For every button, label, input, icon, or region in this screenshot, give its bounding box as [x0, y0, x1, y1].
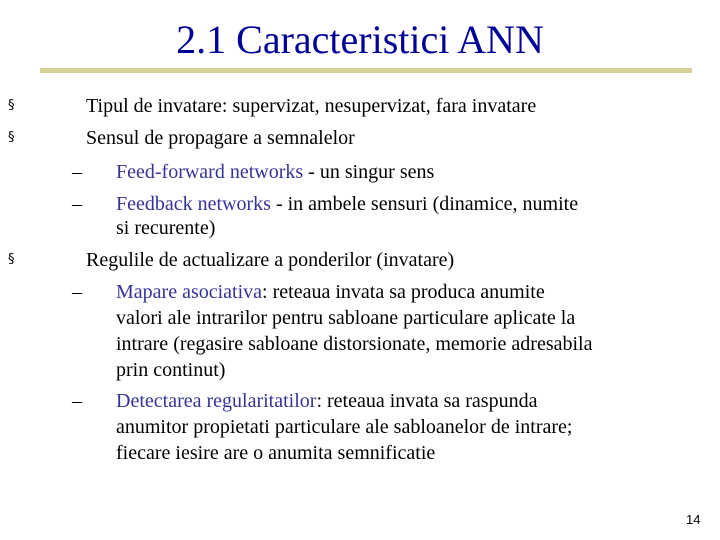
subitem-text-line: valori ale intrarilor pentru sabloane particulare aplicate la	[116, 307, 576, 329]
subitem-text-line: intrare (regasire sabloane distorsionate, memorie adresabila	[116, 333, 593, 355]
subitem-term: Feedback networks	[116, 193, 271, 215]
subitem-text-line: : reteaua invata sa produca anumite	[262, 281, 545, 303]
bullet-marker-icon: §	[8, 98, 15, 113]
subitem-term: Detectarea regularitatilor	[116, 390, 317, 412]
bullet-item-propagation	[86, 126, 355, 150]
subitem-text-line: prin continut)	[116, 359, 226, 381]
dash-marker-icon: –	[72, 281, 82, 303]
subitem-feed-forward	[116, 160, 434, 184]
subitem-text-line: : reteaua invata sa raspunda	[316, 390, 538, 412]
bullet-marker-icon: §	[8, 252, 15, 267]
dash-marker-icon: –	[72, 390, 82, 412]
bullet-item-learning-type	[86, 94, 536, 118]
bullet-item-weight-update	[86, 248, 454, 272]
bullet-lead: Regulile de actualizare a ponderilor (invatare)	[86, 249, 455, 271]
subitem-text-line: anumitor propietati particulare ale sabloanelor de intrare;	[116, 416, 573, 438]
subitem-text-line: - un singur sens	[303, 161, 435, 183]
subitem-term: Mapare asociativa	[116, 281, 263, 303]
subitem-text-line: - in ambele sensuri (dinamice, numite	[270, 193, 579, 215]
bullet-text: supervizat, nesupervizat, fara invatare	[227, 95, 537, 117]
subitem-feedback	[116, 192, 578, 216]
dash-marker-icon: –	[72, 161, 82, 183]
subitem-term: Feed-forward networks	[116, 161, 304, 183]
subitem-regularity-detection	[116, 389, 537, 413]
bullet-marker-icon: §	[8, 130, 15, 145]
subitem-text-line: fiecare iesire are o anumita semnificatie	[116, 442, 436, 464]
subitem-text-line: si recurente)	[116, 217, 216, 239]
dash-marker-icon: –	[72, 193, 82, 215]
subitem-associative-mapping	[116, 280, 545, 304]
bullet-lead: Sensul de propagare a semnalelor	[86, 127, 355, 149]
bullet-lead: Tipul de invatare:	[86, 95, 228, 117]
slide-title: 2.1 Caracteristici ANN	[176, 17, 544, 62]
page-number: 14	[686, 512, 701, 527]
title-underline	[40, 68, 692, 73]
